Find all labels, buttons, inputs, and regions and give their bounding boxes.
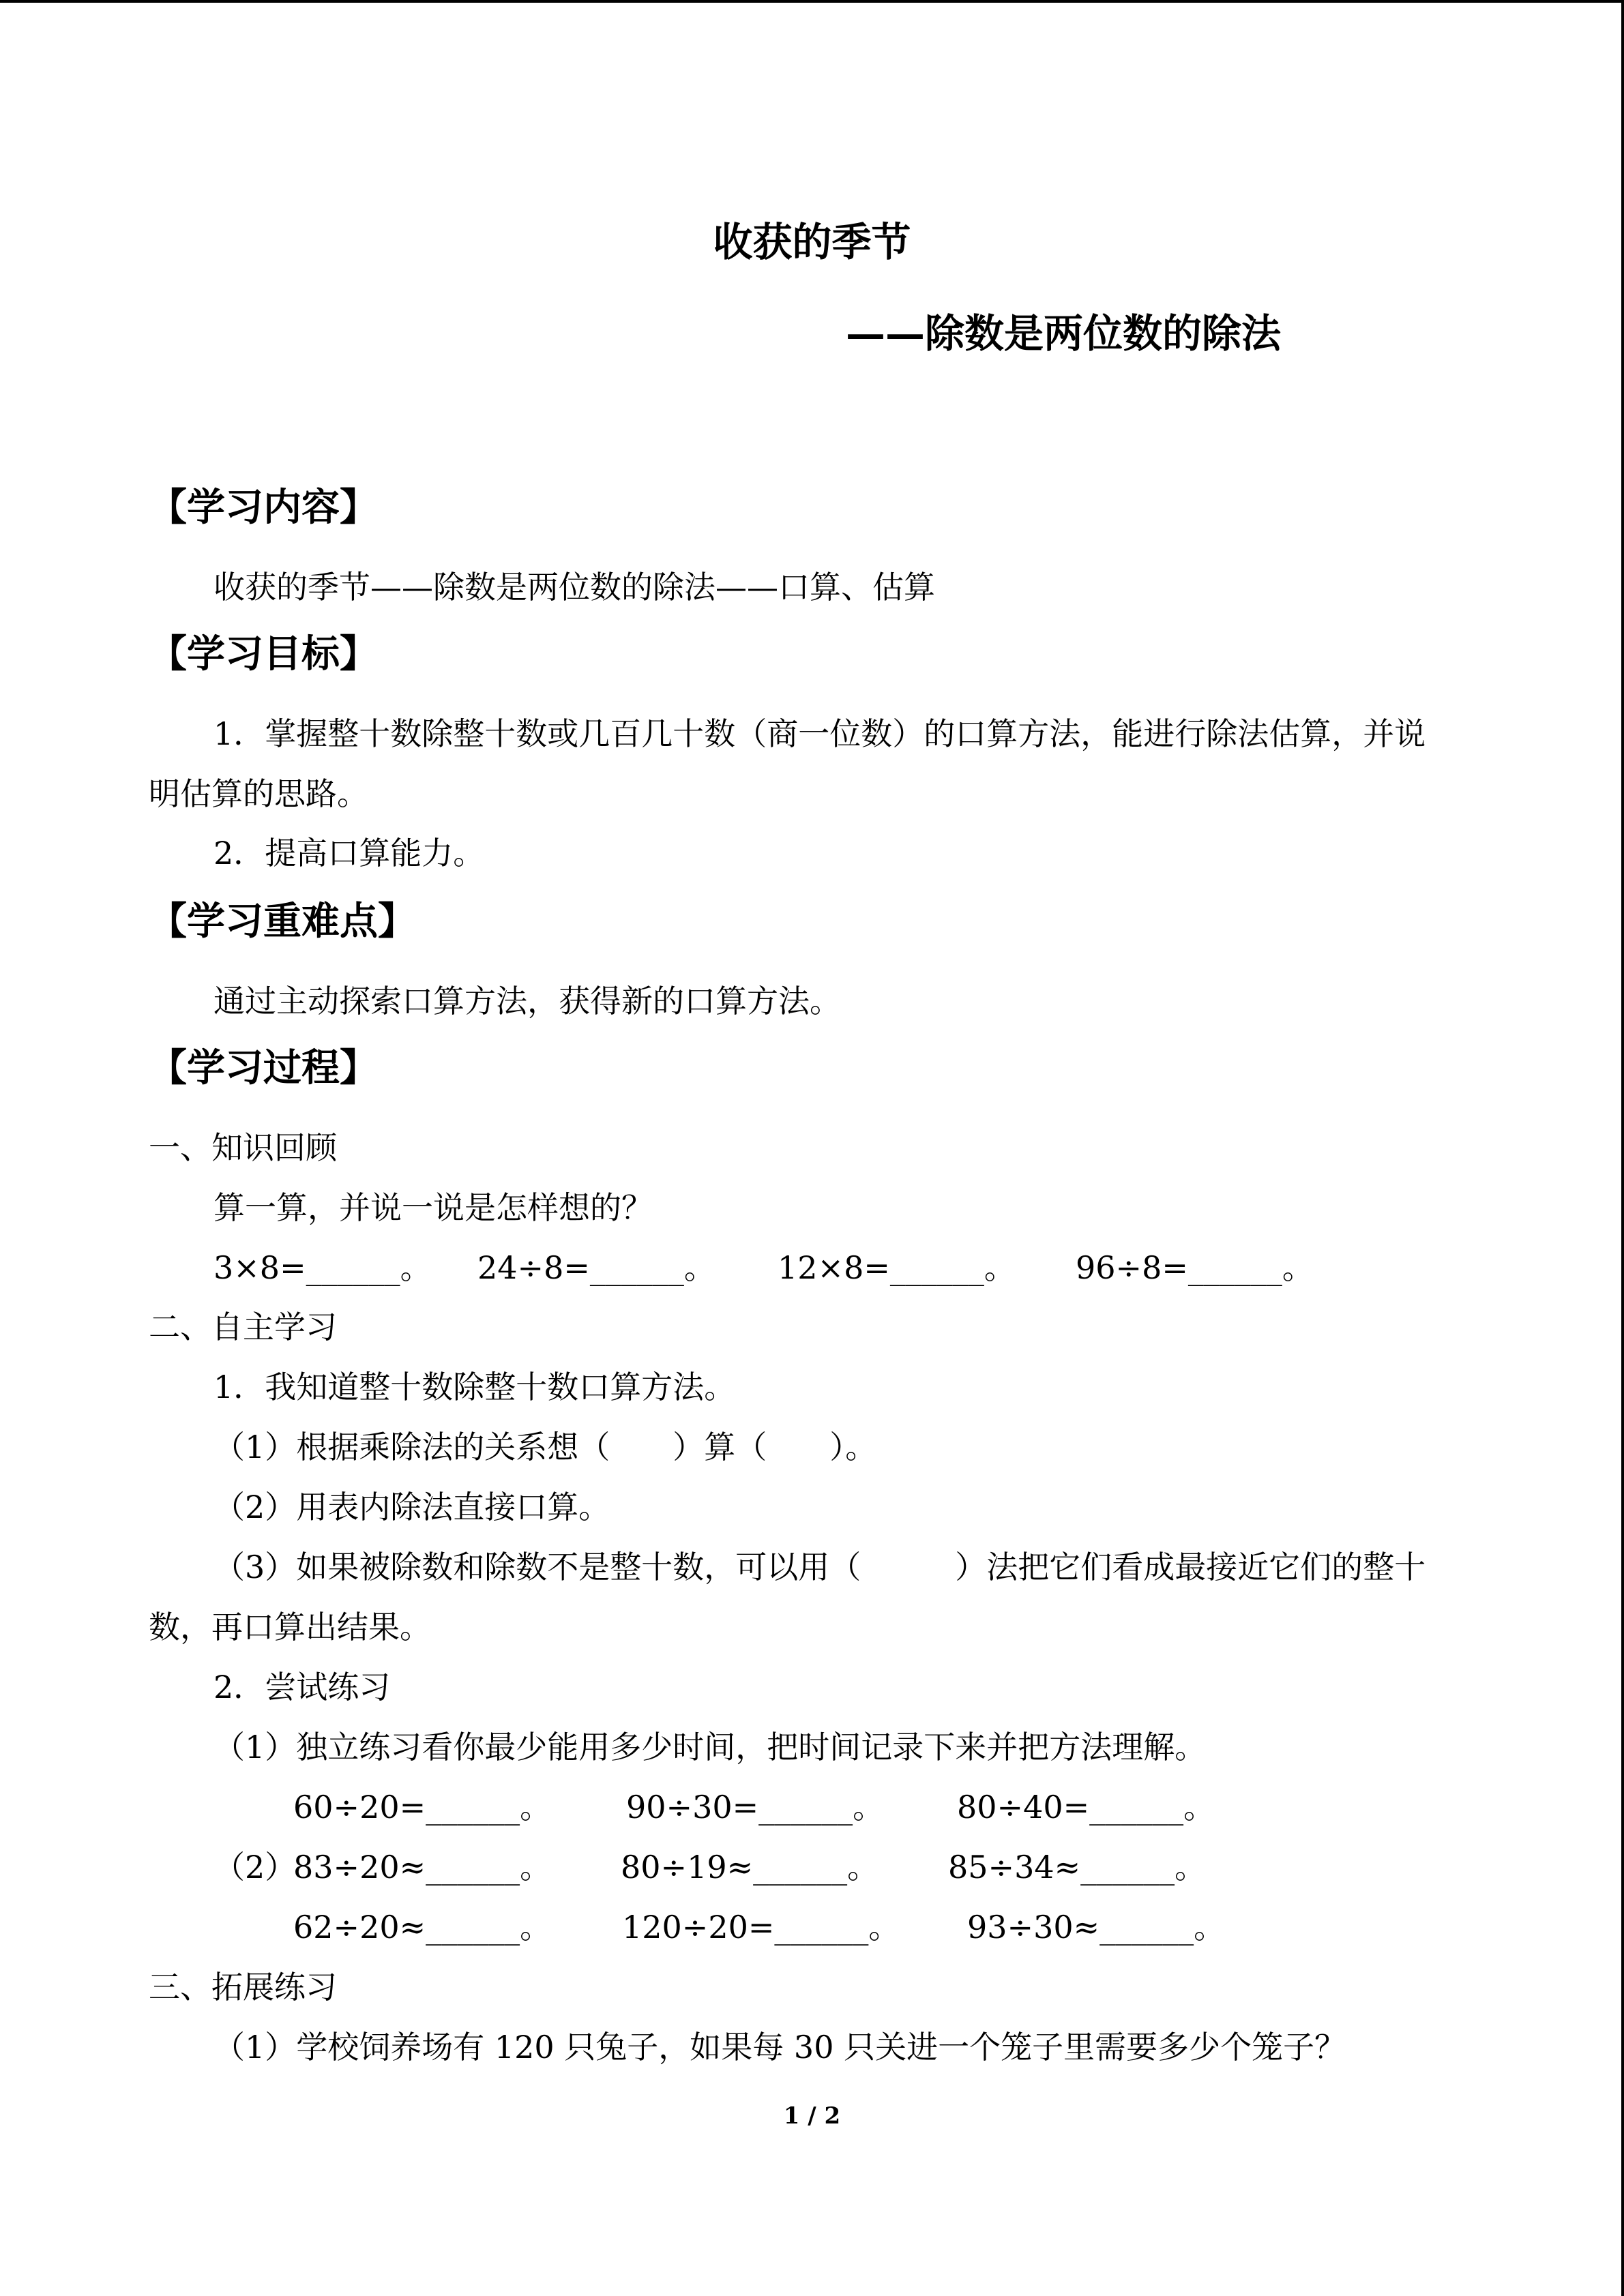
practice-2-problem: 62÷20≈______。: [293, 1909, 552, 1945]
practice-1-problem: 80÷40=______。: [957, 1789, 1215, 1825]
practice-2-problem: 120÷20=______。: [622, 1909, 900, 1945]
practice-1-problem: 90÷30=______。: [626, 1789, 885, 1825]
practice-2-problem: 93÷30≈______。: [967, 1909, 1226, 1945]
page-right-border: [1621, 0, 1624, 2296]
practice-2-problem: 85÷34≈______。: [948, 1849, 1207, 1885]
objective-item-1-line-1: 1．掌握整十数除整十数或几百几十数（商一位数）的口算方法，能进行除法估算，并说: [213, 715, 1426, 752]
review-problem: 12×8=______。: [778, 1249, 1016, 1286]
document-subtitle: ——除数是两位数的除法: [846, 310, 1282, 357]
practice-1-instruction: （1）独立练习看你最少能用多少时间，把时间记录下来并把方法理解。: [213, 1729, 1207, 1765]
self-study-sub-3-line-2: 数，再口算出结果。: [149, 1609, 431, 1645]
section-heading-process: 【学习过程】: [149, 1045, 378, 1090]
section-heading-content: 【学习内容】: [149, 485, 378, 530]
self-study-sub-3-line-1: （3）如果被除数和除数不是整十数，可以用（ ）法把它们看成最接近它们的整十: [213, 1549, 1426, 1585]
document-title: 收获的季节: [713, 219, 911, 265]
self-study-title: 二、自主学习: [149, 1309, 337, 1345]
self-study-item-2: 2．尝试练习: [213, 1669, 391, 1705]
objective-item-1-line-2: 明估算的思路。: [149, 775, 368, 812]
practice-1-problem: 60÷20=______。: [293, 1789, 552, 1825]
review-problem: 24÷8=______。: [477, 1249, 715, 1286]
review-problem: 96÷8=______。: [1076, 1249, 1314, 1286]
content-text: 收获的季节——除数是两位数的除法——口算、估算: [213, 569, 935, 606]
section-heading-key-points: 【学习重难点】: [149, 899, 416, 944]
objective-item-2: 2．提高口算能力。: [213, 835, 485, 871]
key-points-text: 通过主动探索口算方法，获得新的口算方法。: [213, 983, 841, 1019]
review-title: 一、知识回顾: [149, 1129, 337, 1166]
extension-title: 三、拓展练习: [149, 1969, 337, 2006]
self-study-sub-1: （1）根据乘除法的关系想（ ）算（ ）。: [213, 1429, 877, 1465]
self-study-item-1: 1．我知道整十数除整十数口算方法。: [213, 1369, 736, 1405]
review-prompt: 算一算，并说一说是怎样想的？: [213, 1189, 653, 1226]
practice-2-label: （2）: [213, 1849, 297, 1885]
self-study-sub-2: （2）用表内除法直接口算。: [213, 1489, 610, 1525]
section-heading-objectives: 【学习目标】: [149, 631, 378, 676]
page-number: 1 / 2: [783, 2102, 841, 2130]
review-problem: 3×8=______。: [213, 1249, 432, 1286]
page-top-border: [0, 0, 1624, 3]
practice-2-problem: 83÷20≈______。: [293, 1849, 552, 1885]
extension-question-1: （1）学校饲养场有 120 只兔子，如果每 30 只关进一个笼子里需要多少个笼子？: [213, 2029, 1346, 2066]
practice-2-problem: 80÷19≈______。: [621, 1849, 879, 1885]
